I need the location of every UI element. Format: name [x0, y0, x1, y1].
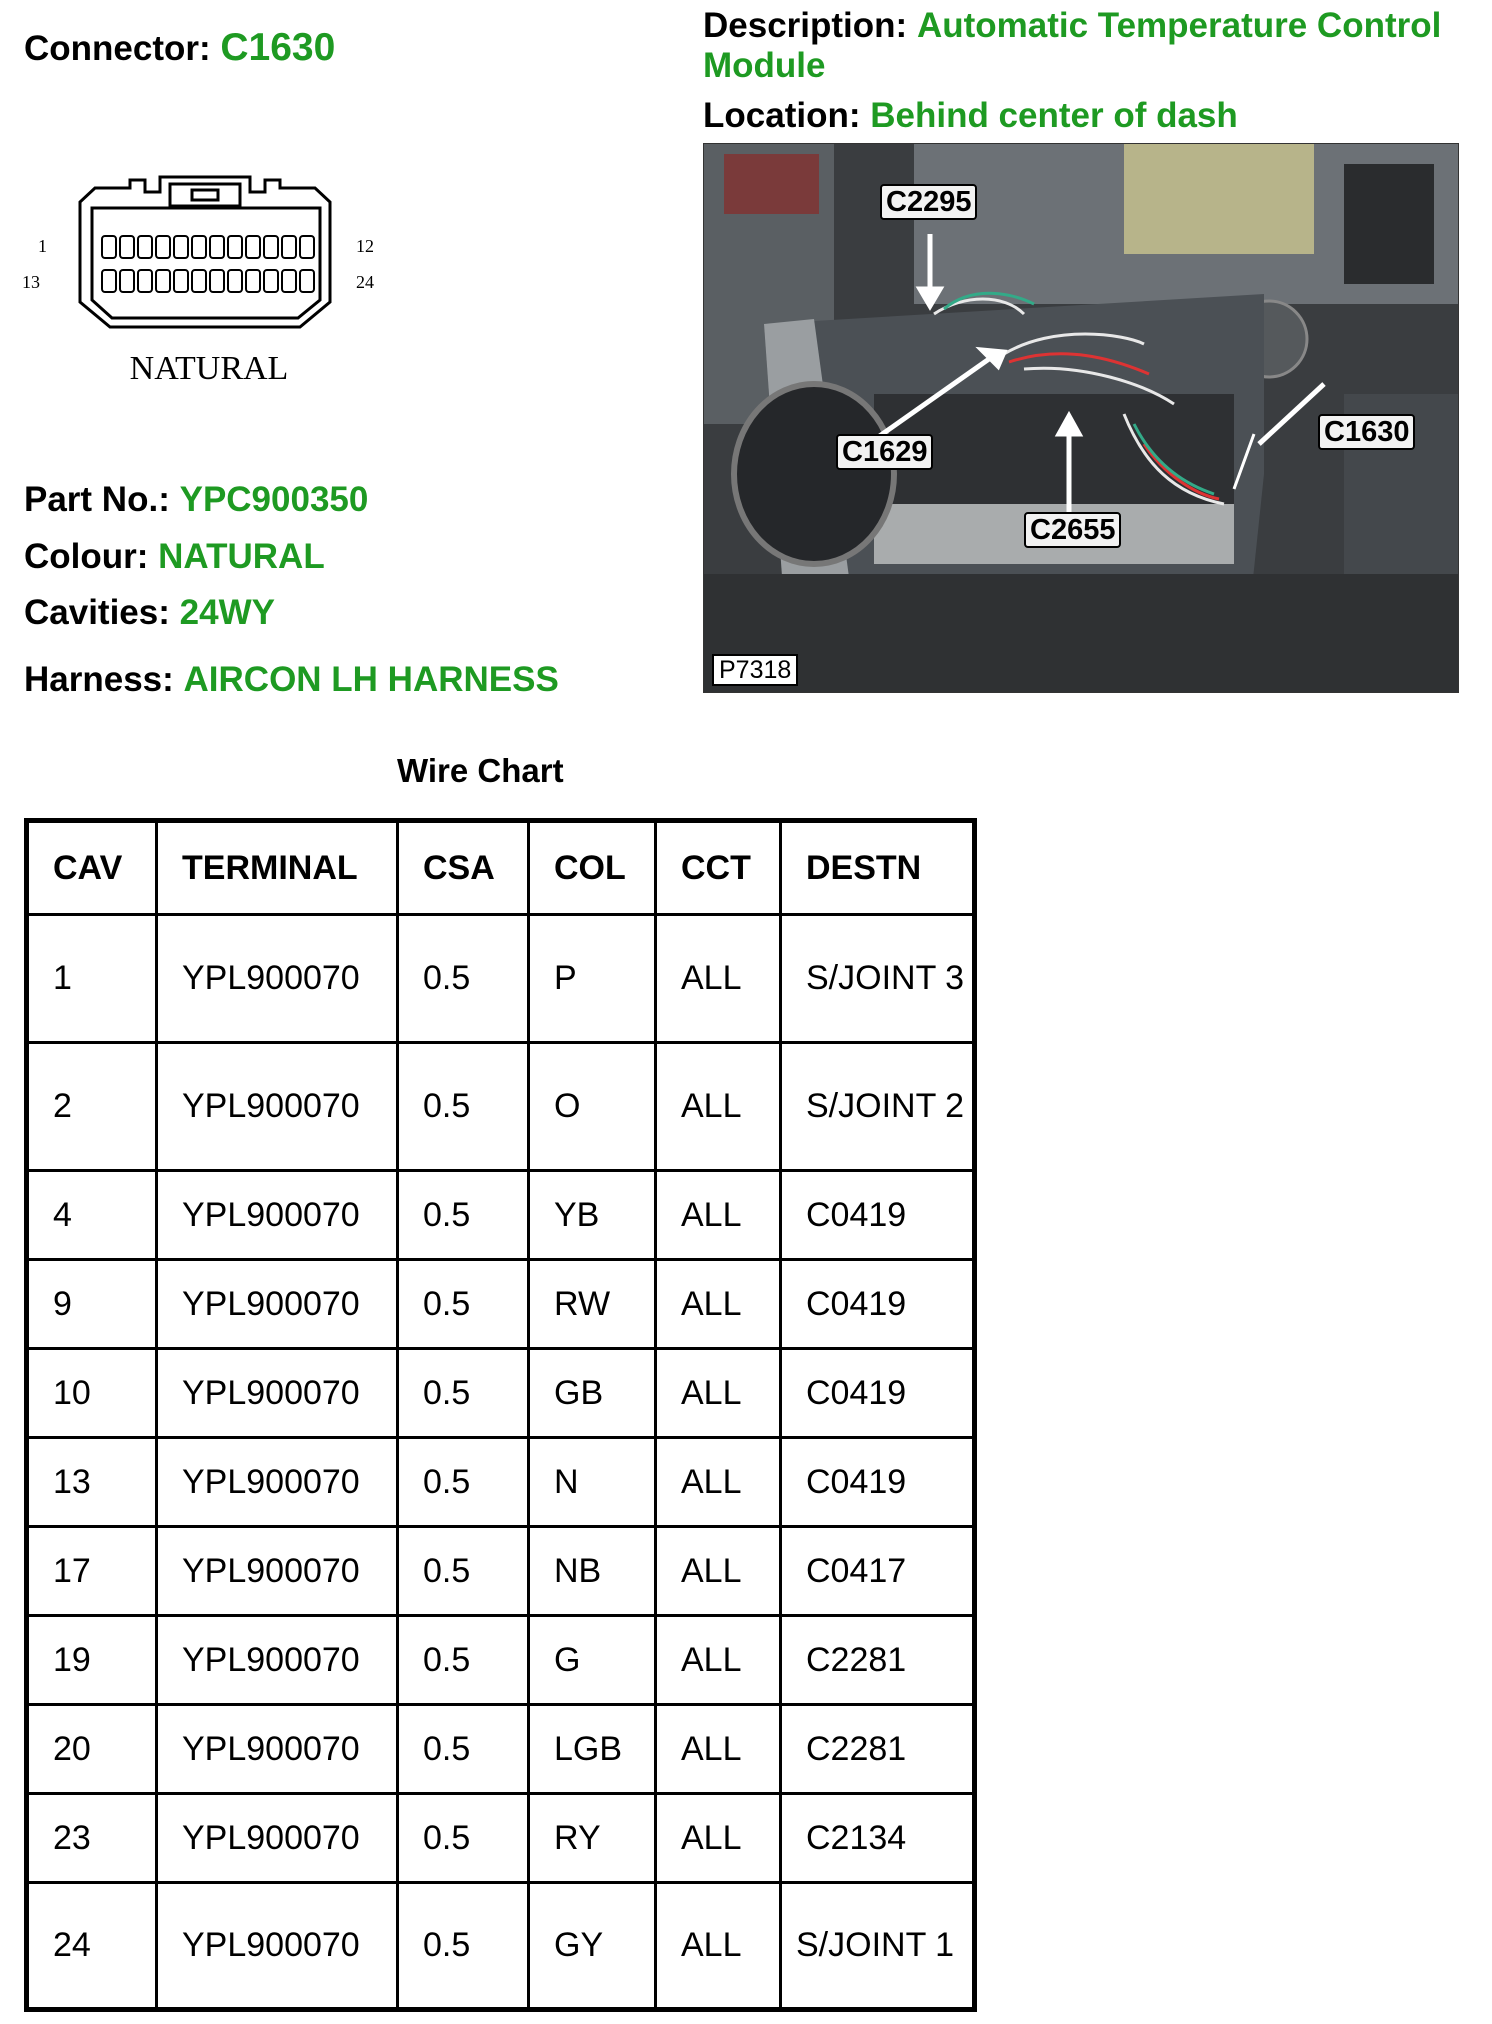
pin-cavity	[120, 236, 134, 258]
wire-chart-table	[24, 818, 977, 2012]
pin-cavity	[282, 270, 296, 292]
header-cct: CCT	[656, 821, 781, 915]
pin-cavity	[228, 236, 242, 258]
cell-col: RY	[529, 1794, 656, 1883]
cell-terminal: YPL900070	[157, 1527, 398, 1616]
cell-col: GB	[529, 1349, 656, 1438]
cell-destn: C2281	[781, 1705, 975, 1794]
photo-label-c2655: C2655	[1024, 512, 1121, 548]
cell-cct: ALL	[656, 1438, 781, 1527]
pin-cavity	[102, 270, 116, 292]
cell-destn: C0419	[781, 1171, 975, 1260]
colour-value: NATURAL	[158, 537, 325, 576]
part-no-label: Part No.:	[24, 480, 170, 519]
cell-cav: 4	[27, 1171, 157, 1260]
cell-destn: C0419	[781, 1438, 975, 1527]
location-label: Location:	[703, 96, 861, 135]
table-row	[27, 1260, 975, 1349]
description-value: Automatic Temperature Control Module	[703, 6, 1442, 86]
pin-cavity	[282, 236, 296, 258]
pin-label-1: 1	[38, 236, 47, 256]
cell-cct: ALL	[656, 1527, 781, 1616]
cell-terminal: YPL900070	[157, 1438, 398, 1527]
cell-col: G	[529, 1616, 656, 1705]
pin-cavity	[138, 236, 152, 258]
photo-reference: P7318	[712, 654, 798, 686]
location-value: Behind center of dash	[870, 96, 1238, 135]
pin-cavity	[246, 270, 260, 292]
cell-csa: 0.5	[398, 1616, 529, 1705]
harness-value: AIRCON LH HARNESS	[183, 660, 559, 699]
cell-cav: 2	[27, 1043, 157, 1171]
table-row	[27, 1616, 975, 1705]
cell-cct: ALL	[656, 1171, 781, 1260]
cell-terminal: YPL900070	[157, 1705, 398, 1794]
cell-cav: 19	[27, 1616, 157, 1705]
table-row	[27, 1705, 975, 1794]
wire-chart-body	[27, 915, 975, 2010]
cell-cct: ALL	[656, 1705, 781, 1794]
cell-cav: 17	[27, 1527, 157, 1616]
table-row	[27, 1171, 975, 1260]
cell-cav: 9	[27, 1260, 157, 1349]
cell-csa: 0.5	[398, 1883, 529, 2010]
connector-colour-caption: NATURAL	[129, 350, 289, 387]
cell-destn: S/JOINT 3	[781, 915, 975, 1043]
pin-cavity	[174, 270, 188, 292]
table-row	[27, 1527, 975, 1616]
pin-cavity	[120, 270, 134, 292]
cell-destn: S/JOINT 1	[781, 1883, 975, 2010]
header-csa: CSA	[398, 821, 529, 915]
harness-label: Harness:	[24, 660, 174, 699]
cell-col: GY	[529, 1883, 656, 2010]
cell-cav: 10	[27, 1349, 157, 1438]
photo-label-c1630: C1630	[1318, 414, 1415, 450]
cavities-value: 24WY	[179, 593, 275, 632]
cell-col: LGB	[529, 1705, 656, 1794]
cell-csa: 0.5	[398, 1438, 529, 1527]
table-row	[27, 1794, 975, 1883]
harness-field	[24, 660, 559, 700]
wire-chart-title: Wire Chart	[397, 752, 564, 789]
cell-terminal: YPL900070	[157, 1883, 398, 2010]
pin-cavity	[300, 236, 314, 258]
cell-terminal: YPL900070	[157, 1171, 398, 1260]
cell-destn: C2281	[781, 1616, 975, 1705]
pin-cavity	[102, 236, 116, 258]
pin-cavity	[264, 236, 278, 258]
cell-cav: 24	[27, 1883, 157, 2010]
cell-csa: 0.5	[398, 1349, 529, 1438]
cell-cav: 20	[27, 1705, 157, 1794]
pin-cavity	[156, 236, 170, 258]
cell-csa: 0.5	[398, 1043, 529, 1171]
cell-terminal: YPL900070	[157, 1349, 398, 1438]
pin-label-13: 13	[22, 272, 40, 292]
cell-cct: ALL	[656, 1616, 781, 1705]
header-destn: DESTN	[781, 821, 975, 915]
photo-label-c2295: C2295	[880, 184, 977, 220]
cell-destn: C0417	[781, 1527, 975, 1616]
cell-csa: 0.5	[398, 1260, 529, 1349]
connector-value: C1630	[220, 26, 336, 69]
cell-cct: ALL	[656, 1883, 781, 2010]
pin-cavity	[228, 270, 242, 292]
pin-cavity	[192, 270, 206, 292]
table-row	[27, 915, 975, 1043]
cell-col: P	[529, 915, 656, 1043]
table-header-row	[27, 821, 975, 915]
description-label: Description:	[703, 6, 908, 45]
cell-terminal: YPL900070	[157, 915, 398, 1043]
location-field	[703, 96, 1238, 136]
photo-label-c1629: C1629	[836, 434, 933, 470]
cell-terminal: YPL900070	[157, 1043, 398, 1171]
pin-cavity	[174, 236, 188, 258]
cell-csa: 0.5	[398, 915, 529, 1043]
cell-destn: C0419	[781, 1260, 975, 1349]
header-cav: CAV	[27, 821, 157, 915]
cell-csa: 0.5	[398, 1705, 529, 1794]
cell-destn: S/JOINT 2	[781, 1043, 975, 1171]
connector-label: Connector:	[24, 29, 211, 68]
connector-field	[24, 26, 335, 71]
cell-csa: 0.5	[398, 1527, 529, 1616]
colour-label: Colour:	[24, 537, 149, 576]
location-photo	[703, 143, 1459, 693]
part-no-value: YPC900350	[179, 480, 369, 519]
part-no-field	[24, 480, 368, 520]
cell-col: YB	[529, 1171, 656, 1260]
cell-cct: ALL	[656, 1794, 781, 1883]
cell-destn: C2134	[781, 1794, 975, 1883]
pin-cavity	[210, 270, 224, 292]
table-row	[27, 1349, 975, 1438]
connector-face-diagram	[20, 172, 400, 392]
pin-cavity	[210, 236, 224, 258]
pin-label-12: 12	[356, 236, 374, 256]
cell-col: NB	[529, 1527, 656, 1616]
cell-col: RW	[529, 1260, 656, 1349]
cell-terminal: YPL900070	[157, 1260, 398, 1349]
cell-terminal: YPL900070	[157, 1616, 398, 1705]
cell-destn: C0419	[781, 1349, 975, 1438]
cell-cct: ALL	[656, 1043, 781, 1171]
cell-cct: ALL	[656, 1260, 781, 1349]
header-col: COL	[529, 821, 656, 915]
pin-cavity	[246, 236, 260, 258]
cell-csa: 0.5	[398, 1794, 529, 1883]
pin-cavity	[264, 270, 278, 292]
cell-cct: ALL	[656, 915, 781, 1043]
cell-cav: 13	[27, 1438, 157, 1527]
cell-csa: 0.5	[398, 1171, 529, 1260]
pin-cavity	[300, 270, 314, 292]
cell-cct: ALL	[656, 1349, 781, 1438]
cell-col: O	[529, 1043, 656, 1171]
pin-cavity	[138, 270, 152, 292]
table-row	[27, 1043, 975, 1171]
table-row	[27, 1883, 975, 2010]
cell-col: N	[529, 1438, 656, 1527]
colour-field	[24, 537, 325, 577]
table-row	[27, 1438, 975, 1527]
cell-cav: 1	[27, 915, 157, 1043]
header-terminal: TERMINAL	[157, 821, 398, 915]
cavities-field	[24, 593, 275, 633]
description-field	[703, 6, 1483, 87]
cell-terminal: YPL900070	[157, 1794, 398, 1883]
cavities-label: Cavities:	[24, 593, 170, 632]
cell-cav: 23	[27, 1794, 157, 1883]
pin-label-24: 24	[356, 272, 374, 292]
pin-cavity	[192, 236, 206, 258]
pin-cavity	[156, 270, 170, 292]
